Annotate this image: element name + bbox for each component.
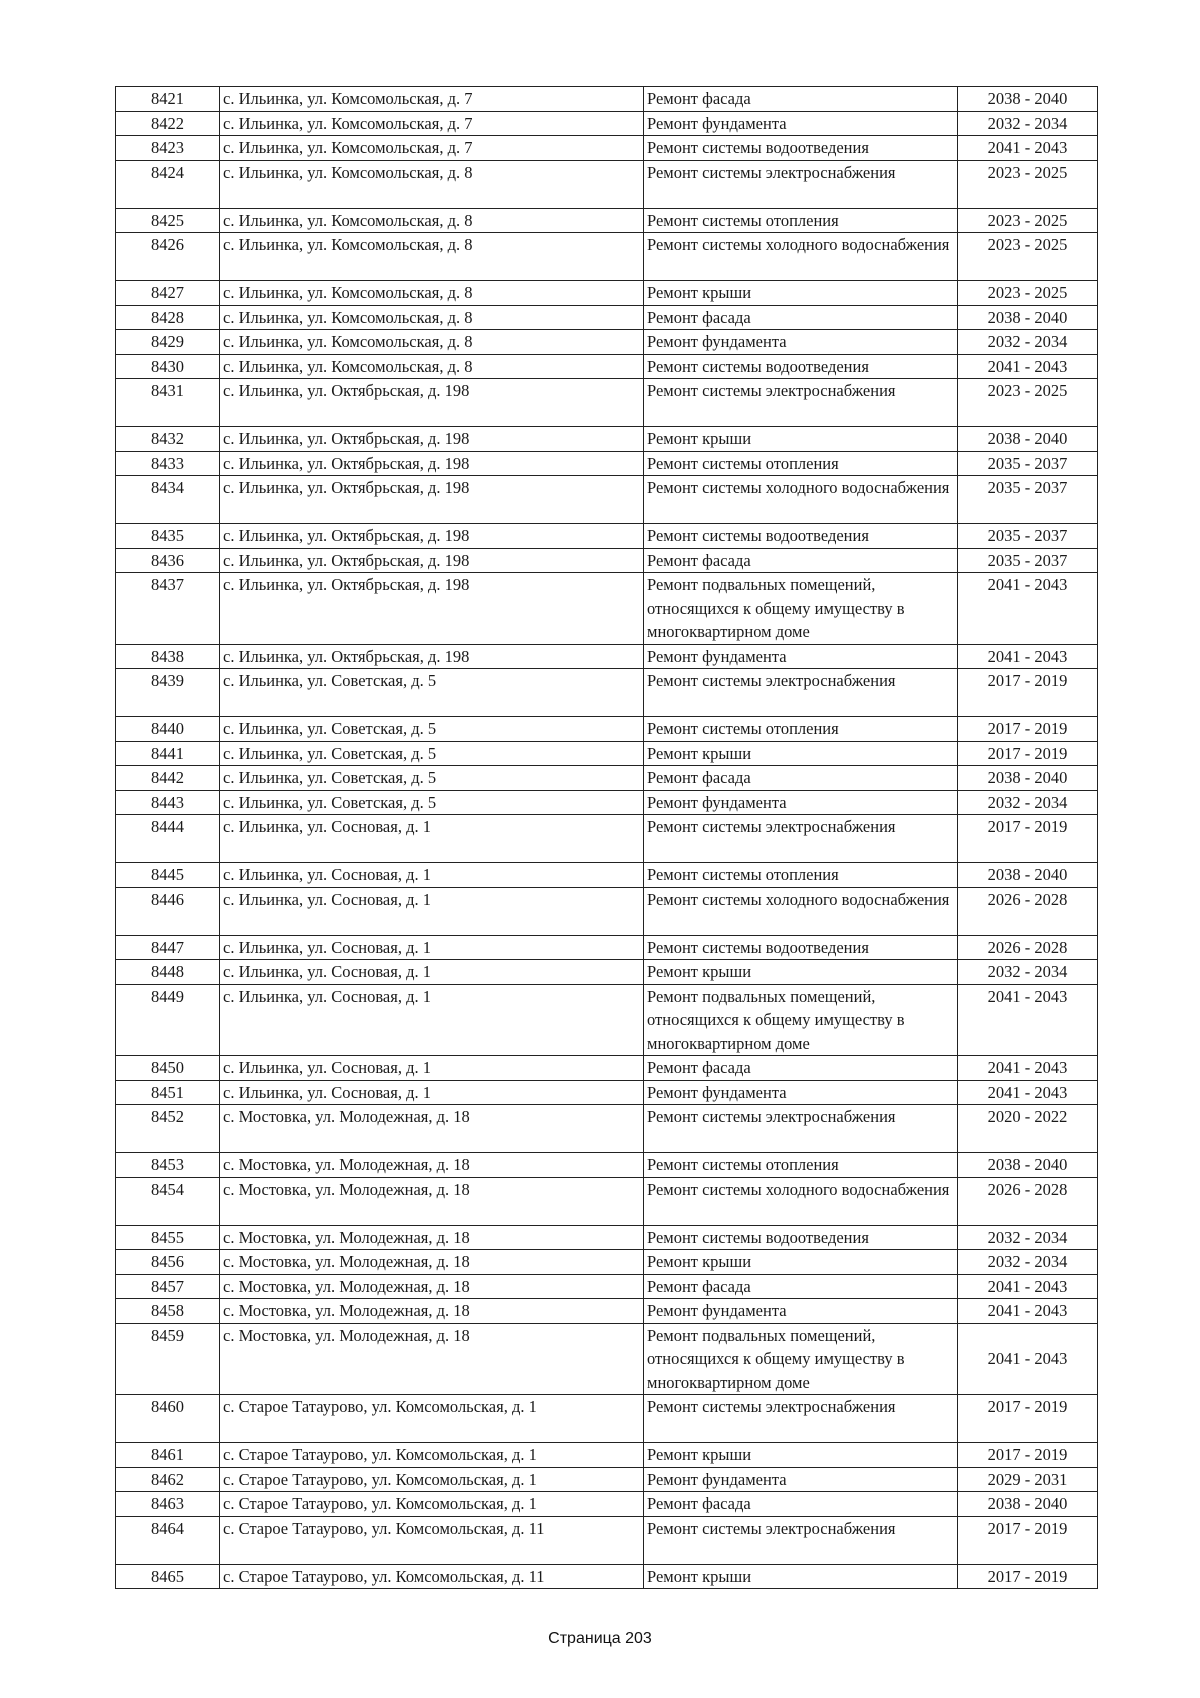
table-row <box>116 427 1098 452</box>
row-number-cell: 8463 <box>116 1492 220 1517</box>
address-cell: с. Ильинка, ул. Октябрьская, д. 198 <box>220 379 644 427</box>
address-cell: с. Ильинка, ул. Комсомольская, д. 8 <box>220 330 644 355</box>
address-cell: с. Ильинка, ул. Комсомольская, д. 7 <box>220 136 644 161</box>
work-type-cell: Ремонт крыши <box>644 281 958 306</box>
table-row <box>116 354 1098 379</box>
row-number-cell: 8439 <box>116 669 220 717</box>
row-number-cell: 8459 <box>116 1323 220 1395</box>
period-cell: 2032 - 2034 <box>958 960 1098 985</box>
row-number-cell: 8456 <box>116 1250 220 1275</box>
row-number-cell: 8460 <box>116 1395 220 1443</box>
address-cell: с. Ильинка, ул. Комсомольская, д. 8 <box>220 305 644 330</box>
work-type-cell: Ремонт системы отопления <box>644 1153 958 1178</box>
repair-schedule-table <box>115 86 1098 1589</box>
row-number-cell: 8444 <box>116 815 220 863</box>
row-number-cell: 8434 <box>116 476 220 524</box>
work-type-cell: Ремонт фундамента <box>644 1299 958 1324</box>
row-number-cell: 8461 <box>116 1443 220 1468</box>
table-row <box>116 960 1098 985</box>
work-type-cell: Ремонт фундамента <box>644 330 958 355</box>
row-number-cell: 8433 <box>116 451 220 476</box>
table-row <box>116 160 1098 208</box>
work-type-cell: Ремонт крыши <box>644 1443 958 1468</box>
table-row <box>116 451 1098 476</box>
address-cell: с. Ильинка, ул. Советская, д. 5 <box>220 766 644 791</box>
work-type-cell: Ремонт системы электроснабжения <box>644 160 958 208</box>
table-row <box>116 1443 1098 1468</box>
row-number-cell: 8448 <box>116 960 220 985</box>
address-cell: с. Ильинка, ул. Комсомольская, д. 7 <box>220 87 644 112</box>
table-row <box>116 815 1098 863</box>
work-type-cell: Ремонт системы электроснабжения <box>644 1105 958 1153</box>
table-row <box>116 111 1098 136</box>
work-type-cell: Ремонт фасада <box>644 766 958 791</box>
period-cell: 2023 - 2025 <box>958 208 1098 233</box>
address-cell: с. Мостовка, ул. Молодежная, д. 18 <box>220 1177 644 1225</box>
work-type-cell: Ремонт системы холодного водоснабжения <box>644 1177 958 1225</box>
table-row <box>116 1299 1098 1324</box>
table-row <box>116 1467 1098 1492</box>
table-row <box>116 87 1098 112</box>
address-cell: с. Ильинка, ул. Сосновая, д. 1 <box>220 815 644 863</box>
work-type-cell: Ремонт системы водоотведения <box>644 524 958 549</box>
period-cell: 2017 - 2019 <box>958 669 1098 717</box>
period-cell: 2017 - 2019 <box>958 1395 1098 1443</box>
address-cell: с. Ильинка, ул. Комсомольская, д. 8 <box>220 160 644 208</box>
period-cell: 2023 - 2025 <box>958 160 1098 208</box>
row-number-cell: 8441 <box>116 741 220 766</box>
work-type-cell: Ремонт фасада <box>644 1492 958 1517</box>
address-cell: с. Старое Татаурово, ул. Комсомольская, д. 1 <box>220 1467 644 1492</box>
period-cell: 2017 - 2019 <box>958 1443 1098 1468</box>
row-number-cell: 8455 <box>116 1225 220 1250</box>
row-number-cell: 8438 <box>116 644 220 669</box>
period-cell: 2017 - 2019 <box>958 1564 1098 1589</box>
period-cell: 2035 - 2037 <box>958 476 1098 524</box>
table-row <box>116 1323 1098 1395</box>
work-type-cell: Ремонт фундамента <box>644 111 958 136</box>
table-row <box>116 717 1098 742</box>
address-cell: с. Ильинка, ул. Советская, д. 5 <box>220 741 644 766</box>
table-row <box>116 379 1098 427</box>
table-row <box>116 935 1098 960</box>
table-row <box>116 790 1098 815</box>
table-row <box>116 1492 1098 1517</box>
row-number-cell: 8423 <box>116 136 220 161</box>
row-number-cell: 8465 <box>116 1564 220 1589</box>
page-number: Страница 203 <box>548 1630 652 1647</box>
table-row <box>116 305 1098 330</box>
table-row <box>116 1516 1098 1564</box>
row-number-cell: 8427 <box>116 281 220 306</box>
address-cell: с. Ильинка, ул. Комсомольская, д. 8 <box>220 233 644 281</box>
period-cell: 2023 - 2025 <box>958 379 1098 427</box>
row-number-cell: 8458 <box>116 1299 220 1324</box>
table-row <box>116 330 1098 355</box>
period-cell: 2035 - 2037 <box>958 524 1098 549</box>
row-number-cell: 8436 <box>116 548 220 573</box>
period-cell: 2041 - 2043 <box>958 984 1098 1056</box>
period-cell: 2023 - 2025 <box>958 281 1098 306</box>
work-type-cell: Ремонт системы электроснабжения <box>644 669 958 717</box>
work-type-cell: Ремонт системы отопления <box>644 208 958 233</box>
work-type-cell: Ремонт крыши <box>644 1564 958 1589</box>
address-cell: с. Ильинка, ул. Октябрьская, д. 198 <box>220 451 644 476</box>
row-number-cell: 8452 <box>116 1105 220 1153</box>
table-row <box>116 1564 1098 1589</box>
period-cell: 2017 - 2019 <box>958 1516 1098 1564</box>
work-type-cell: Ремонт системы водоотведения <box>644 136 958 161</box>
work-type-cell: Ремонт фундамента <box>644 644 958 669</box>
work-type-cell: Ремонт системы отопления <box>644 717 958 742</box>
row-number-cell: 8464 <box>116 1516 220 1564</box>
table-row <box>116 281 1098 306</box>
row-number-cell: 8435 <box>116 524 220 549</box>
table-row <box>116 669 1098 717</box>
table-row <box>116 766 1098 791</box>
row-number-cell: 8451 <box>116 1080 220 1105</box>
work-type-cell: Ремонт системы водоотведения <box>644 354 958 379</box>
address-cell: с. Ильинка, ул. Октябрьская, д. 198 <box>220 476 644 524</box>
address-cell: с. Ильинка, ул. Комсомольская, д. 7 <box>220 111 644 136</box>
address-cell: с. Ильинка, ул. Октябрьская, д. 198 <box>220 427 644 452</box>
work-type-cell: Ремонт подвальных помещений, относящихся к общему имуществу в многоквартирном доме <box>644 573 958 645</box>
work-type-cell: Ремонт фундамента <box>644 1467 958 1492</box>
address-cell: с. Старое Татаурово, ул. Комсомольская, д. 1 <box>220 1443 644 1468</box>
row-number-cell: 8453 <box>116 1153 220 1178</box>
address-cell: с. Ильинка, ул. Сосновая, д. 1 <box>220 960 644 985</box>
address-cell: с. Мостовка, ул. Молодежная, д. 18 <box>220 1105 644 1153</box>
table-row <box>116 208 1098 233</box>
period-cell: 2041 - 2043 <box>958 1080 1098 1105</box>
address-cell: с. Ильинка, ул. Советская, д. 5 <box>220 669 644 717</box>
table-row <box>116 1225 1098 1250</box>
address-cell: с. Ильинка, ул. Комсомольская, д. 8 <box>220 208 644 233</box>
table-row <box>116 233 1098 281</box>
table-row <box>116 1274 1098 1299</box>
row-number-cell: 8432 <box>116 427 220 452</box>
period-cell: 2041 - 2043 <box>958 1323 1098 1395</box>
table-row <box>116 1105 1098 1153</box>
period-cell: 2029 - 2031 <box>958 1467 1098 1492</box>
period-cell: 2035 - 2037 <box>958 451 1098 476</box>
work-type-cell: Ремонт системы холодного водоснабжения <box>644 887 958 935</box>
address-cell: с. Мостовка, ул. Молодежная, д. 18 <box>220 1153 644 1178</box>
address-cell: с. Ильинка, ул. Октябрьская, д. 198 <box>220 548 644 573</box>
row-number-cell: 8431 <box>116 379 220 427</box>
row-number-cell: 8462 <box>116 1467 220 1492</box>
table-row <box>116 573 1098 645</box>
work-type-cell: Ремонт системы холодного водоснабжения <box>644 476 958 524</box>
period-cell: 2032 - 2034 <box>958 1225 1098 1250</box>
work-type-cell: Ремонт системы электроснабжения <box>644 1516 958 1564</box>
address-cell: с. Ильинка, ул. Сосновая, д. 1 <box>220 1056 644 1081</box>
table-row <box>116 524 1098 549</box>
work-type-cell: Ремонт системы отопления <box>644 863 958 888</box>
address-cell: с. Мостовка, ул. Молодежная, д. 18 <box>220 1225 644 1250</box>
address-cell: с. Ильинка, ул. Сосновая, д. 1 <box>220 984 644 1056</box>
work-type-cell: Ремонт системы водоотведения <box>644 935 958 960</box>
table-row <box>116 644 1098 669</box>
period-cell: 2038 - 2040 <box>958 1492 1098 1517</box>
table-row <box>116 1395 1098 1443</box>
row-number-cell: 8430 <box>116 354 220 379</box>
period-cell: 2041 - 2043 <box>958 644 1098 669</box>
period-cell: 2032 - 2034 <box>958 111 1098 136</box>
table-row <box>116 1153 1098 1178</box>
address-cell: с. Мостовка, ул. Молодежная, д. 18 <box>220 1323 644 1395</box>
address-cell: с. Ильинка, ул. Октябрьская, д. 198 <box>220 524 644 549</box>
table-body <box>116 87 1098 1589</box>
period-cell: 2041 - 2043 <box>958 354 1098 379</box>
period-cell: 2017 - 2019 <box>958 717 1098 742</box>
row-number-cell: 8454 <box>116 1177 220 1225</box>
address-cell: с. Старое Татаурово, ул. Комсомольская, д. 11 <box>220 1564 644 1589</box>
work-type-cell: Ремонт системы холодного водоснабжения <box>644 233 958 281</box>
row-number-cell: 8443 <box>116 790 220 815</box>
work-type-cell: Ремонт системы электроснабжения <box>644 379 958 427</box>
work-type-cell: Ремонт крыши <box>644 1250 958 1275</box>
row-number-cell: 8447 <box>116 935 220 960</box>
period-cell: 2032 - 2034 <box>958 330 1098 355</box>
period-cell: 2026 - 2028 <box>958 887 1098 935</box>
table-row <box>116 548 1098 573</box>
period-cell: 2041 - 2043 <box>958 1274 1098 1299</box>
period-cell: 2023 - 2025 <box>958 233 1098 281</box>
table-row <box>116 1080 1098 1105</box>
period-cell: 2038 - 2040 <box>958 305 1098 330</box>
address-cell: с. Ильинка, ул. Советская, д. 5 <box>220 790 644 815</box>
work-type-cell: Ремонт крыши <box>644 427 958 452</box>
row-number-cell: 8428 <box>116 305 220 330</box>
work-type-cell: Ремонт системы отопления <box>644 451 958 476</box>
work-type-cell: Ремонт системы водоотведения <box>644 1225 958 1250</box>
row-number-cell: 8445 <box>116 863 220 888</box>
address-cell: с. Ильинка, ул. Комсомольская, д. 8 <box>220 281 644 306</box>
table-row <box>116 476 1098 524</box>
table-row <box>116 984 1098 1056</box>
table-row <box>116 1056 1098 1081</box>
address-cell: с. Ильинка, ул. Сосновая, д. 1 <box>220 935 644 960</box>
period-cell: 2038 - 2040 <box>958 863 1098 888</box>
work-type-cell: Ремонт системы электроснабжения <box>644 1395 958 1443</box>
row-number-cell: 8446 <box>116 887 220 935</box>
period-cell: 2038 - 2040 <box>958 1153 1098 1178</box>
work-type-cell: Ремонт фасада <box>644 305 958 330</box>
row-number-cell: 8424 <box>116 160 220 208</box>
work-type-cell: Ремонт подвальных помещений, относящихся к общему имуществу в многоквартирном доме <box>644 1323 958 1395</box>
address-cell: с. Мостовка, ул. Молодежная, д. 18 <box>220 1299 644 1324</box>
row-number-cell: 8425 <box>116 208 220 233</box>
row-number-cell: 8429 <box>116 330 220 355</box>
period-cell: 2026 - 2028 <box>958 1177 1098 1225</box>
address-cell: с. Мостовка, ул. Молодежная, д. 18 <box>220 1250 644 1275</box>
work-type-cell: Ремонт крыши <box>644 741 958 766</box>
period-cell: 2041 - 2043 <box>958 573 1098 645</box>
work-type-cell: Ремонт подвальных помещений, относящихся к общему имуществу в многоквартирном доме <box>644 984 958 1056</box>
row-number-cell: 8422 <box>116 111 220 136</box>
period-cell: 2035 - 2037 <box>958 548 1098 573</box>
work-type-cell: Ремонт фасада <box>644 87 958 112</box>
period-cell: 2041 - 2043 <box>958 1056 1098 1081</box>
work-type-cell: Ремонт системы электроснабжения <box>644 815 958 863</box>
work-type-cell: Ремонт фундамента <box>644 1080 958 1105</box>
work-type-cell: Ремонт фасада <box>644 1056 958 1081</box>
work-type-cell: Ремонт фасада <box>644 1274 958 1299</box>
row-number-cell: 8457 <box>116 1274 220 1299</box>
period-cell: 2017 - 2019 <box>958 815 1098 863</box>
period-cell: 2041 - 2043 <box>958 136 1098 161</box>
address-cell: с. Старое Татаурово, ул. Комсомольская, д. 11 <box>220 1516 644 1564</box>
period-cell: 2032 - 2034 <box>958 1250 1098 1275</box>
work-type-cell: Ремонт фасада <box>644 548 958 573</box>
row-number-cell: 8449 <box>116 984 220 1056</box>
table-row <box>116 136 1098 161</box>
period-cell: 2038 - 2040 <box>958 427 1098 452</box>
address-cell: с. Старое Татаурово, ул. Комсомольская, д. 1 <box>220 1492 644 1517</box>
row-number-cell: 8437 <box>116 573 220 645</box>
address-cell: с. Старое Татаурово, ул. Комсомольская, д. 1 <box>220 1395 644 1443</box>
table-row <box>116 887 1098 935</box>
period-cell: 2038 - 2040 <box>958 766 1098 791</box>
period-cell: 2020 - 2022 <box>958 1105 1098 1153</box>
row-number-cell: 8442 <box>116 766 220 791</box>
address-cell: с. Ильинка, ул. Комсомольская, д. 8 <box>220 354 644 379</box>
address-cell: с. Ильинка, ул. Советская, д. 5 <box>220 717 644 742</box>
period-cell: 2017 - 2019 <box>958 741 1098 766</box>
period-cell: 2038 - 2040 <box>958 87 1098 112</box>
table-row <box>116 1250 1098 1275</box>
address-cell: с. Ильинка, ул. Октябрьская, д. 198 <box>220 573 644 645</box>
address-cell: с. Ильинка, ул. Сосновая, д. 1 <box>220 1080 644 1105</box>
row-number-cell: 8421 <box>116 87 220 112</box>
row-number-cell: 8426 <box>116 233 220 281</box>
address-cell: с. Ильинка, ул. Сосновая, д. 1 <box>220 887 644 935</box>
row-number-cell: 8450 <box>116 1056 220 1081</box>
work-type-cell: Ремонт фундамента <box>644 790 958 815</box>
address-cell: с. Ильинка, ул. Октябрьская, д. 198 <box>220 644 644 669</box>
address-cell: с. Ильинка, ул. Сосновая, д. 1 <box>220 863 644 888</box>
work-type-cell: Ремонт крыши <box>644 960 958 985</box>
address-cell: с. Мостовка, ул. Молодежная, д. 18 <box>220 1274 644 1299</box>
table-row <box>116 863 1098 888</box>
table-row <box>116 741 1098 766</box>
table-row <box>116 1177 1098 1225</box>
row-number-cell: 8440 <box>116 717 220 742</box>
period-cell: 2026 - 2028 <box>958 935 1098 960</box>
period-cell: 2041 - 2043 <box>958 1299 1098 1324</box>
period-cell: 2032 - 2034 <box>958 790 1098 815</box>
